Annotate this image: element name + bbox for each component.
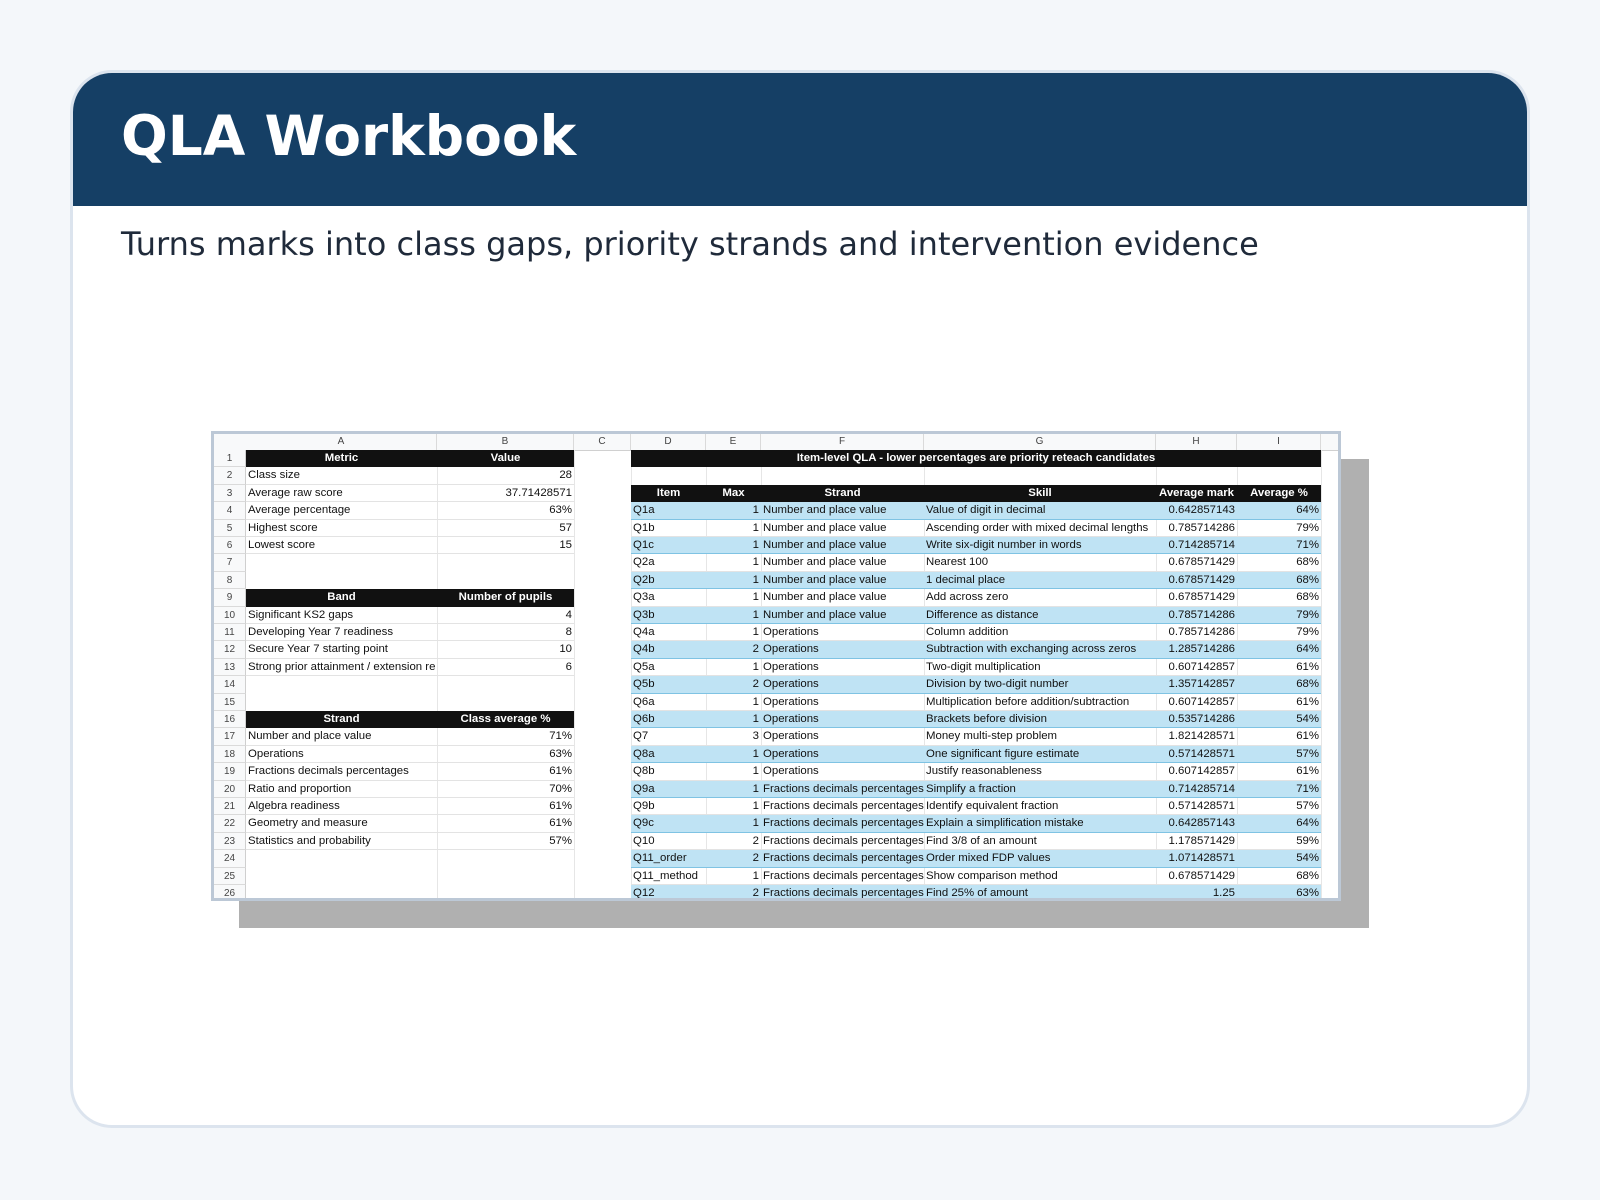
- strand-average[interactable]: 61%: [437, 815, 574, 832]
- strand-average[interactable]: 70%: [437, 781, 574, 798]
- strands-header[interactable]: Class average %: [437, 711, 574, 728]
- item-average-mark[interactable]: 0.678571429: [1156, 554, 1237, 571]
- item-average-percent[interactable]: 57%: [1237, 798, 1321, 815]
- row-number[interactable]: 23: [214, 833, 246, 850]
- items-header[interactable]: Item: [631, 485, 706, 502]
- item-average-mark[interactable]: 1.25: [1156, 885, 1237, 901]
- item-max[interactable]: 1: [706, 746, 761, 763]
- item-id[interactable]: Q9c: [631, 815, 706, 832]
- strand-name[interactable]: Number and place value: [246, 728, 437, 745]
- item-strand[interactable]: Operations: [761, 624, 924, 641]
- item-id[interactable]: Q2a: [631, 554, 706, 571]
- strand-average[interactable]: 61%: [437, 798, 574, 815]
- column-header[interactable]: C: [574, 434, 631, 450]
- item-strand[interactable]: Operations: [761, 763, 924, 780]
- metric-name[interactable]: Average raw score: [246, 485, 437, 502]
- item-id[interactable]: Q5b: [631, 676, 706, 693]
- item-average-percent[interactable]: 54%: [1237, 711, 1321, 728]
- row-number[interactable]: 6: [214, 537, 246, 554]
- item-max[interactable]: 1: [706, 554, 761, 571]
- item-average-mark[interactable]: 0.571428571: [1156, 798, 1237, 815]
- gridline: [574, 450, 575, 901]
- item-strand[interactable]: Fractions decimals percentages: [761, 815, 924, 832]
- metric-name[interactable]: Average percentage: [246, 502, 437, 519]
- items-header[interactable]: Strand: [761, 485, 924, 502]
- row-number[interactable]: 2: [214, 467, 246, 484]
- item-strand[interactable]: Fractions decimals percentages: [761, 798, 924, 815]
- items-header[interactable]: Skill: [924, 485, 1156, 502]
- row-number[interactable]: 19: [214, 763, 246, 780]
- row-number[interactable]: 9: [214, 589, 246, 606]
- bands-header[interactable]: Number of pupils: [437, 589, 574, 606]
- item-skill[interactable]: Brackets before division: [924, 711, 1156, 728]
- item-average-mark[interactable]: 0.571428571: [1156, 746, 1237, 763]
- item-strand[interactable]: Operations: [761, 711, 924, 728]
- band-count[interactable]: 10: [437, 641, 574, 658]
- metric-value[interactable]: 37.71428571: [437, 485, 574, 502]
- metric-value[interactable]: 57: [437, 520, 574, 537]
- item-average-mark[interactable]: 0.607142857: [1156, 659, 1237, 676]
- item-max[interactable]: 3: [706, 728, 761, 745]
- column-header[interactable]: D: [631, 434, 706, 450]
- band-name[interactable]: Strong prior attainment / extension re: [246, 659, 437, 676]
- metrics-header[interactable]: Value: [437, 450, 574, 467]
- row-number[interactable]: 15: [214, 694, 246, 711]
- band-name[interactable]: Secure Year 7 starting point: [246, 641, 437, 658]
- item-max[interactable]: 2: [706, 885, 761, 901]
- item-skill[interactable]: Simplify a fraction: [924, 781, 1156, 798]
- item-id[interactable]: Q9b: [631, 798, 706, 815]
- item-strand[interactable]: Number and place value: [761, 537, 924, 554]
- item-average-mark[interactable]: 0.535714286: [1156, 711, 1237, 728]
- row-number[interactable]: 26: [214, 885, 246, 901]
- item-skill[interactable]: Division by two-digit number: [924, 676, 1156, 693]
- column-header[interactable]: E: [706, 434, 761, 450]
- row-number[interactable]: 5: [214, 520, 246, 537]
- row-number[interactable]: 17: [214, 728, 246, 745]
- item-id[interactable]: Q10: [631, 833, 706, 850]
- item-id[interactable]: Q4b: [631, 641, 706, 658]
- item-average-mark[interactable]: 0.642857143: [1156, 502, 1237, 519]
- item-average-percent[interactable]: 61%: [1237, 659, 1321, 676]
- item-average-mark[interactable]: 0.607142857: [1156, 763, 1237, 780]
- item-average-percent[interactable]: 79%: [1237, 624, 1321, 641]
- item-id[interactable]: Q8b: [631, 763, 706, 780]
- item-skill[interactable]: Find 25% of amount: [924, 885, 1156, 901]
- items-banner[interactable]: Item-level QLA - lower percentages are priority reteach candidates: [631, 450, 1321, 467]
- item-max[interactable]: 1: [706, 711, 761, 728]
- item-id[interactable]: Q11_method: [631, 868, 706, 885]
- item-max[interactable]: 1: [706, 502, 761, 519]
- band-count[interactable]: 6: [437, 659, 574, 676]
- item-skill[interactable]: Explain a simplification mistake: [924, 815, 1156, 832]
- strand-name[interactable]: Algebra readiness: [246, 798, 437, 815]
- item-id[interactable]: Q12: [631, 885, 706, 901]
- spreadsheet-screenshot: [211, 431, 1341, 901]
- strand-name[interactable]: Statistics and probability: [246, 833, 437, 850]
- column-header[interactable]: F: [761, 434, 924, 450]
- row-number[interactable]: 21: [214, 798, 246, 815]
- column-header-bar: [214, 434, 1341, 451]
- item-average-percent[interactable]: 61%: [1237, 763, 1321, 780]
- item-average-percent[interactable]: 59%: [1237, 833, 1321, 850]
- metrics-header[interactable]: Metric: [246, 450, 437, 467]
- metric-name[interactable]: Lowest score: [246, 537, 437, 554]
- item-strand[interactable]: Operations: [761, 728, 924, 745]
- item-skill[interactable]: 1 decimal place: [924, 572, 1156, 589]
- item-strand[interactable]: Number and place value: [761, 520, 924, 537]
- row-number[interactable]: 13: [214, 659, 246, 676]
- item-id[interactable]: Q1a: [631, 502, 706, 519]
- item-average-mark[interactable]: 0.714285714: [1156, 537, 1237, 554]
- item-average-mark[interactable]: 0.678571429: [1156, 572, 1237, 589]
- item-skill[interactable]: One significant figure estimate: [924, 746, 1156, 763]
- item-max[interactable]: 2: [706, 850, 761, 867]
- item-max[interactable]: 1: [706, 659, 761, 676]
- strand-average[interactable]: 57%: [437, 833, 574, 850]
- column-header[interactable]: I: [1237, 434, 1321, 450]
- band-count[interactable]: 4: [437, 607, 574, 624]
- band-name[interactable]: Developing Year 7 readiness: [246, 624, 437, 641]
- item-strand[interactable]: Operations: [761, 641, 924, 658]
- items-header[interactable]: Max: [706, 485, 761, 502]
- item-strand[interactable]: Operations: [761, 694, 924, 711]
- row-number[interactable]: 3: [214, 485, 246, 502]
- item-id[interactable]: Q5a: [631, 659, 706, 676]
- item-average-mark[interactable]: 0.678571429: [1156, 589, 1237, 606]
- item-skill[interactable]: Difference as distance: [924, 607, 1156, 624]
- strand-average[interactable]: 61%: [437, 763, 574, 780]
- item-average-percent[interactable]: 79%: [1237, 607, 1321, 624]
- item-average-percent[interactable]: 71%: [1237, 537, 1321, 554]
- item-skill[interactable]: Order mixed FDP values: [924, 850, 1156, 867]
- item-max[interactable]: 1: [706, 520, 761, 537]
- item-max[interactable]: 1: [706, 763, 761, 780]
- item-average-mark[interactable]: 1.821428571: [1156, 728, 1237, 745]
- item-max[interactable]: 1: [706, 572, 761, 589]
- gridline: [1321, 450, 1322, 901]
- item-id[interactable]: Q1b: [631, 520, 706, 537]
- row-number[interactable]: 16: [214, 711, 246, 728]
- item-average-percent[interactable]: 71%: [1237, 781, 1321, 798]
- metric-name[interactable]: Class size: [246, 467, 437, 484]
- item-max[interactable]: 1: [706, 868, 761, 885]
- page-title: QLA Workbook: [121, 104, 577, 168]
- item-max[interactable]: 1: [706, 694, 761, 711]
- item-average-mark[interactable]: 1.071428571: [1156, 850, 1237, 867]
- strand-name[interactable]: Ratio and proportion: [246, 781, 437, 798]
- metric-value[interactable]: 28: [437, 467, 574, 484]
- item-skill[interactable]: Two-digit multiplication: [924, 659, 1156, 676]
- item-skill[interactable]: Column addition: [924, 624, 1156, 641]
- row-number[interactable]: 14: [214, 676, 246, 693]
- item-skill[interactable]: Value of digit in decimal: [924, 502, 1156, 519]
- item-average-mark[interactable]: 1.357142857: [1156, 676, 1237, 693]
- item-id[interactable]: Q8a: [631, 746, 706, 763]
- item-id[interactable]: Q3a: [631, 589, 706, 606]
- item-strand[interactable]: Number and place value: [761, 572, 924, 589]
- column-header[interactable]: G: [924, 434, 1156, 450]
- item-id[interactable]: Q6a: [631, 694, 706, 711]
- strands-header[interactable]: Strand: [246, 711, 437, 728]
- item-max[interactable]: 1: [706, 781, 761, 798]
- item-id[interactable]: Q2b: [631, 572, 706, 589]
- item-max[interactable]: 1: [706, 624, 761, 641]
- strand-average[interactable]: 71%: [437, 728, 574, 745]
- item-strand[interactable]: Number and place value: [761, 502, 924, 519]
- page-subtitle: Turns marks into class gaps, priority strands and intervention evidence: [121, 225, 1259, 263]
- item-strand[interactable]: Fractions decimals percentages: [761, 885, 924, 901]
- item-average-percent[interactable]: 64%: [1237, 502, 1321, 519]
- item-average-mark[interactable]: 0.785714286: [1156, 520, 1237, 537]
- items-header[interactable]: Average %: [1237, 485, 1321, 502]
- item-strand[interactable]: Fractions decimals percentages: [761, 868, 924, 885]
- band-count[interactable]: 8: [437, 624, 574, 641]
- metric-name[interactable]: Highest score: [246, 520, 437, 537]
- item-skill[interactable]: Money multi-step problem: [924, 728, 1156, 745]
- item-skill[interactable]: Identify equivalent fraction: [924, 798, 1156, 815]
- row-number[interactable]: 18: [214, 746, 246, 763]
- item-average-percent[interactable]: 68%: [1237, 572, 1321, 589]
- item-id[interactable]: Q4a: [631, 624, 706, 641]
- band-name[interactable]: Significant KS2 gaps: [246, 607, 437, 624]
- item-strand[interactable]: Number and place value: [761, 589, 924, 606]
- item-average-percent[interactable]: 64%: [1237, 641, 1321, 658]
- item-skill[interactable]: Ascending order with mixed decimal lengths: [924, 520, 1156, 537]
- item-average-percent[interactable]: 63%: [1237, 885, 1321, 901]
- item-average-mark[interactable]: 1.285714286: [1156, 641, 1237, 658]
- row-number[interactable]: 25: [214, 868, 246, 885]
- row-number[interactable]: 7: [214, 554, 246, 571]
- item-id[interactable]: Q1c: [631, 537, 706, 554]
- item-id[interactable]: Q7: [631, 728, 706, 745]
- bands-header[interactable]: Band: [246, 589, 437, 606]
- item-id[interactable]: Q3b: [631, 607, 706, 624]
- item-skill[interactable]: Nearest 100: [924, 554, 1156, 571]
- item-strand[interactable]: Number and place value: [761, 607, 924, 624]
- row-number[interactable]: 20: [214, 781, 246, 798]
- item-average-mark[interactable]: 0.785714286: [1156, 607, 1237, 624]
- row-number[interactable]: 8: [214, 572, 246, 589]
- item-skill[interactable]: Find 3/8 of an amount: [924, 833, 1156, 850]
- item-average-percent[interactable]: 61%: [1237, 728, 1321, 745]
- row-number[interactable]: 10: [214, 607, 246, 624]
- item-average-percent[interactable]: 79%: [1237, 520, 1321, 537]
- item-id[interactable]: Q11_order: [631, 850, 706, 867]
- item-max[interactable]: 1: [706, 815, 761, 832]
- item-strand[interactable]: Fractions decimals percentages: [761, 850, 924, 867]
- item-average-percent[interactable]: 68%: [1237, 676, 1321, 693]
- item-average-percent[interactable]: 61%: [1237, 694, 1321, 711]
- item-max[interactable]: 2: [706, 833, 761, 850]
- item-average-mark[interactable]: 0.607142857: [1156, 694, 1237, 711]
- item-max[interactable]: 1: [706, 537, 761, 554]
- metric-value[interactable]: 15: [437, 537, 574, 554]
- column-header[interactable]: H: [1156, 434, 1237, 450]
- item-average-percent[interactable]: 64%: [1237, 815, 1321, 832]
- strand-name[interactable]: Operations: [246, 746, 437, 763]
- item-average-mark[interactable]: 1.178571429: [1156, 833, 1237, 850]
- row-number[interactable]: 24: [214, 850, 246, 867]
- strand-name[interactable]: Fractions decimals percentages: [246, 763, 437, 780]
- item-average-percent[interactable]: 68%: [1237, 554, 1321, 571]
- metric-value[interactable]: 63%: [437, 502, 574, 519]
- strand-name[interactable]: Geometry and measure: [246, 815, 437, 832]
- item-strand[interactable]: Fractions decimals percentages: [761, 781, 924, 798]
- item-max[interactable]: 1: [706, 798, 761, 815]
- row-number[interactable]: 11: [214, 624, 246, 641]
- item-max[interactable]: 1: [706, 607, 761, 624]
- row-number[interactable]: 22: [214, 815, 246, 832]
- item-strand[interactable]: Operations: [761, 746, 924, 763]
- item-id[interactable]: Q6b: [631, 711, 706, 728]
- item-average-percent[interactable]: 68%: [1237, 589, 1321, 606]
- item-strand[interactable]: Number and place value: [761, 554, 924, 571]
- strand-average[interactable]: 63%: [437, 746, 574, 763]
- column-header[interactable]: B: [437, 434, 574, 450]
- column-header[interactable]: A: [246, 434, 437, 450]
- item-skill[interactable]: Multiplication before addition/subtraction: [924, 694, 1156, 711]
- item-average-mark[interactable]: 0.785714286: [1156, 624, 1237, 641]
- item-skill[interactable]: Show comparison method: [924, 868, 1156, 885]
- item-average-mark[interactable]: 0.642857143: [1156, 815, 1237, 832]
- item-strand[interactable]: Fractions decimals percentages: [761, 833, 924, 850]
- item-skill[interactable]: Add across zero: [924, 589, 1156, 606]
- item-skill[interactable]: Justify reasonableness: [924, 763, 1156, 780]
- row-number[interactable]: 4: [214, 502, 246, 519]
- item-max[interactable]: 2: [706, 676, 761, 693]
- item-average-percent[interactable]: 57%: [1237, 746, 1321, 763]
- item-average-percent[interactable]: 54%: [1237, 850, 1321, 867]
- item-id[interactable]: Q9a: [631, 781, 706, 798]
- item-average-mark[interactable]: 0.678571429: [1156, 868, 1237, 885]
- row-number[interactable]: 1: [214, 450, 246, 467]
- row-number[interactable]: 12: [214, 641, 246, 658]
- items-header[interactable]: Average mark: [1156, 485, 1237, 502]
- item-skill[interactable]: Subtraction with exchanging across zeros: [924, 641, 1156, 658]
- item-skill[interactable]: Write six-digit number in words: [924, 537, 1156, 554]
- item-strand[interactable]: Operations: [761, 676, 924, 693]
- card-header: [70, 70, 1530, 206]
- item-strand[interactable]: Operations: [761, 659, 924, 676]
- item-average-percent[interactable]: 68%: [1237, 868, 1321, 885]
- item-average-mark[interactable]: 0.714285714: [1156, 781, 1237, 798]
- item-max[interactable]: 1: [706, 589, 761, 606]
- item-max[interactable]: 2: [706, 641, 761, 658]
